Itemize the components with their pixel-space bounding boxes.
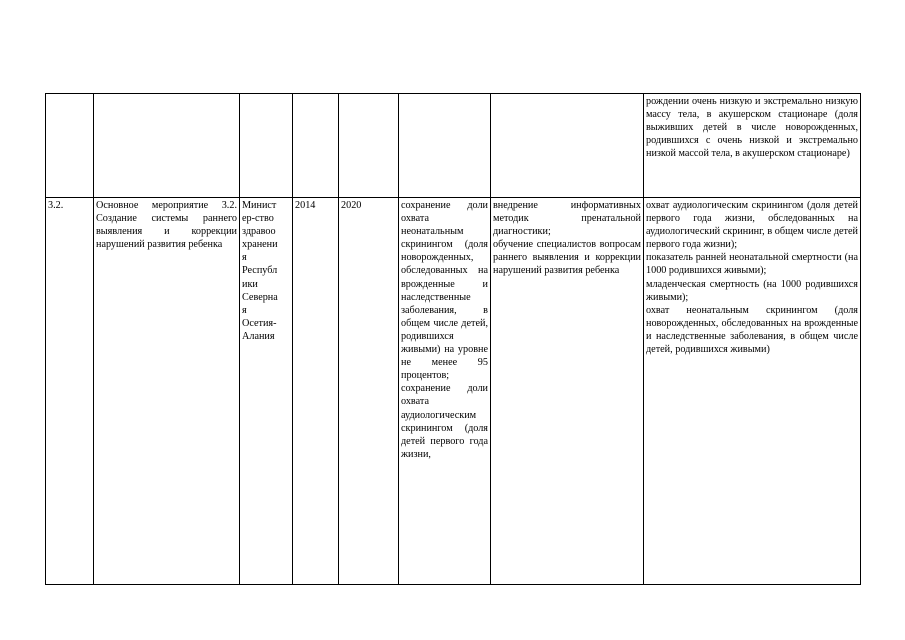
- executor-cell: [240, 198, 293, 585]
- directions-cell: [491, 94, 644, 198]
- direction-item: внедрение информативных методик пренатальной диагностики;: [493, 200, 641, 238]
- executor-line: ики: [242, 278, 258, 290]
- table-row: [46, 94, 861, 198]
- result-cell: [399, 94, 491, 198]
- indicator-item: младенческая смертность (на 1000 родившихся живыми);: [646, 278, 858, 303]
- table-row: [46, 198, 861, 585]
- executor-line: здравоо: [242, 226, 276, 238]
- indicator-item: охват неонатальным скринингом (доля новорожденных, обследованных на врожденные и наследственные заболевания, в общем числе детей, родившихся живыми): [646, 304, 858, 356]
- start-year-cell: 2014: [293, 198, 339, 585]
- indicators-cell: [644, 198, 861, 585]
- number-cell: 3.2.: [46, 198, 94, 585]
- activity-cell: [94, 94, 240, 198]
- indicators-cell: [644, 94, 861, 198]
- end-year-cell: 2020: [339, 198, 399, 585]
- executor-line: ер-ство: [242, 213, 274, 225]
- start-year-cell: [293, 94, 339, 198]
- indicator-text: рождении очень низкую и экстремально низкую массу тела, в акушерском стационаре (доля выживших детей в числе новорожденных, родившихся с очень низкой и экстремально низкой массой тела, в акушерском стационаре): [646, 96, 858, 160]
- executor-line: Республ: [242, 265, 278, 277]
- program-activities-table: [45, 93, 861, 585]
- executor-line: я: [242, 304, 247, 316]
- executor-line: я: [242, 252, 247, 264]
- executor-line: Алания: [242, 330, 275, 342]
- executor-line: Осетия-: [242, 317, 277, 329]
- executor-line: Минист: [242, 200, 277, 211]
- indicator-item: охват аудиологическим скринингом (доля детей первого года жизни, обследованных на аудиологический скрининг, в общем числе детей первого года жизни);: [646, 200, 858, 251]
- number-cell: [46, 94, 94, 198]
- executor-line: Северна: [242, 291, 278, 303]
- executor-line: хранени: [242, 239, 278, 251]
- directions-cell: [491, 198, 644, 585]
- indicator-item: показатель ранней неонатальной смертности (на 1000 родившихся живыми);: [646, 252, 858, 277]
- activity-cell: Основное мероприятие 3.2. Создание системы раннего выявления и коррекции нарушений развития ребенка: [94, 198, 240, 585]
- result-cell: сохранение доли охвата неонатальным скринингом (доля новорожденных, обследованных на врожденные и наследственные заболевания, в общем числе детей, родившихся живыми) на уровне не менее 95 процентов; сохранение доли охвата аудиологическим скринингом (доля детей первого года жизни,: [399, 198, 491, 585]
- end-year-cell: [339, 94, 399, 198]
- executor-cell: [240, 94, 293, 198]
- direction-item: обучение специалистов вопросам раннего выявления и коррекции нарушений развития ребенка: [493, 239, 641, 277]
